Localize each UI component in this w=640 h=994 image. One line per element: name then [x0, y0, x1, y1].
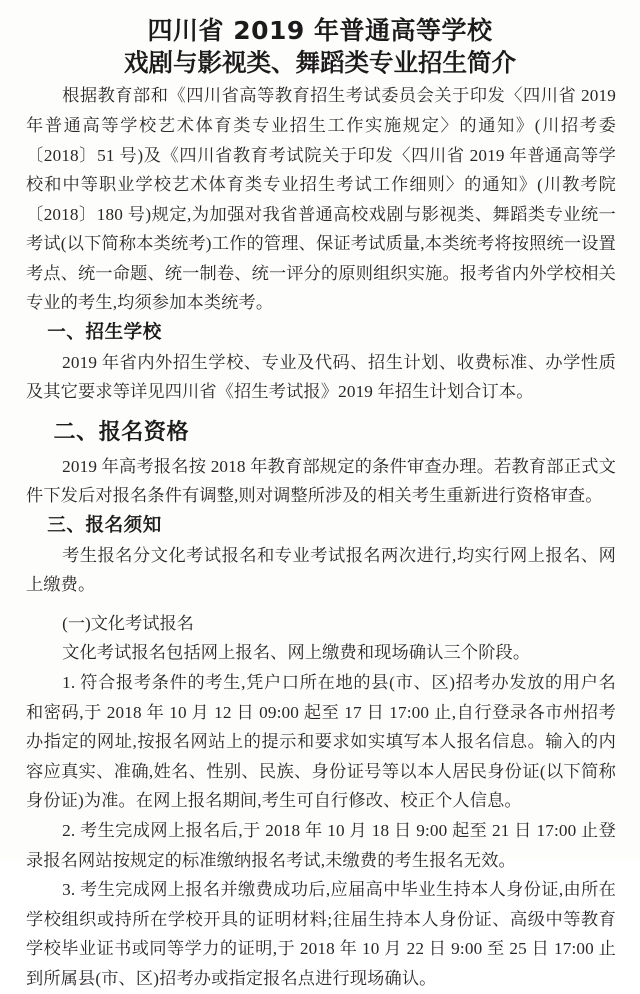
page-title-line-1: 四川省 2019 年普通高等学校 [147, 16, 493, 45]
section-heading-2: 二、报名资格 [53, 419, 190, 445]
subsection-3-1-item-3: 3. 考生完成网上报名并缴费成功后,应届高中毕业生持本人身份证,由所在学校组织或持所在学校开具的证明材料;往届生持本人身份证、高级中等教育学校毕业证书或同等学力的证明,于 2018 年 10 月 22 日 9:00 至 25 日 17:00 止到所属县(市、区)招考办或指定报名点进行现场确认。 [26, 880, 616, 988]
intro-paragraph: 根据教育部和《四川省高等教育招生考试委员会关于印发〈四川省 2019 年普通高等学校艺术体育类专业招生工作实施规定〉的通知》(川招考委〔2018〕51 号)及《四川省教育考试院关于印发〈四川省 2019 年普通高等学校和中等职业学校艺术体育类专业招生考试工作细则〉的通知》(川教考院〔2018〕180 号)规定,为加强对我省普通高校戏剧与影视类、舞蹈类专业统一考试(以下简称本类统考)工作的管理、保证考试质量,本类统考将按照统一设置考点、统一命题、统一制卷、统一评分的原则组织实施。报考省内外学校相关专业的考生,均须参加本类统考。 [26, 86, 616, 313]
subsection-3-1-item-2: 2. 考生完成网上报名后,于 2018 年 10 月 18 日 9:00 起至 21 日 17:00 止登录报名网站按规定的标准缴纳报名考试,未缴费的考生报名无效。 [26, 820, 616, 870]
subsection-3-1-paragraph-1: 文化考试报名包括网上报名、网上缴费和现场确认三个阶段。 [62, 643, 531, 663]
subsection-3-1-item-1: 1. 符合报考条件的考生,凭户口所在地的县(市、区)招考办发放的用户名和密码,于 2018 年 10 月 12 日 09:00 起至 17 日 17:00 止,自行登录各市州招考办指定的网址,按报名网站上的提示和要求如实填写本人报名信息。输入的内容应真实、准确,姓名、性别、民族、身份证号等以本人居民身份证(以下简称身份证)为准。在网上报名期间,考生可自行修改、校正个人信息。 [26, 673, 616, 811]
section-heading-1: 一、招生学校 [47, 322, 162, 344]
section-2-paragraph-1: 2019 年高考报名按 2018 年教育部规定的条件审查办理。若教育部正式文件下发后对报名条件有调整,则对调整所涉及的相关考生重新进行资格审查。 [26, 456, 616, 506]
subsection-heading-3-1: (一)文化考试报名 [62, 613, 194, 633]
page-title-line-2: 戏剧与影视类、舞蹈类专业招生简介 [124, 48, 516, 77]
document-body [0, 81, 640, 993]
section-1-paragraph-1: 2019 年省内外招生学校、专业及代码、招生计划、收费标准、办学性质及其它要求等详见四川省《招生考试报》2019 年招生计划合订本。 [26, 352, 616, 402]
section-heading-3: 三、报名须知 [47, 515, 162, 537]
page-title [0, 0, 640, 81]
section-3-paragraph-1: 考生报名分文化考试报名和专业考试报名两次进行,均实行网上报名、网上缴费。 [26, 545, 616, 595]
